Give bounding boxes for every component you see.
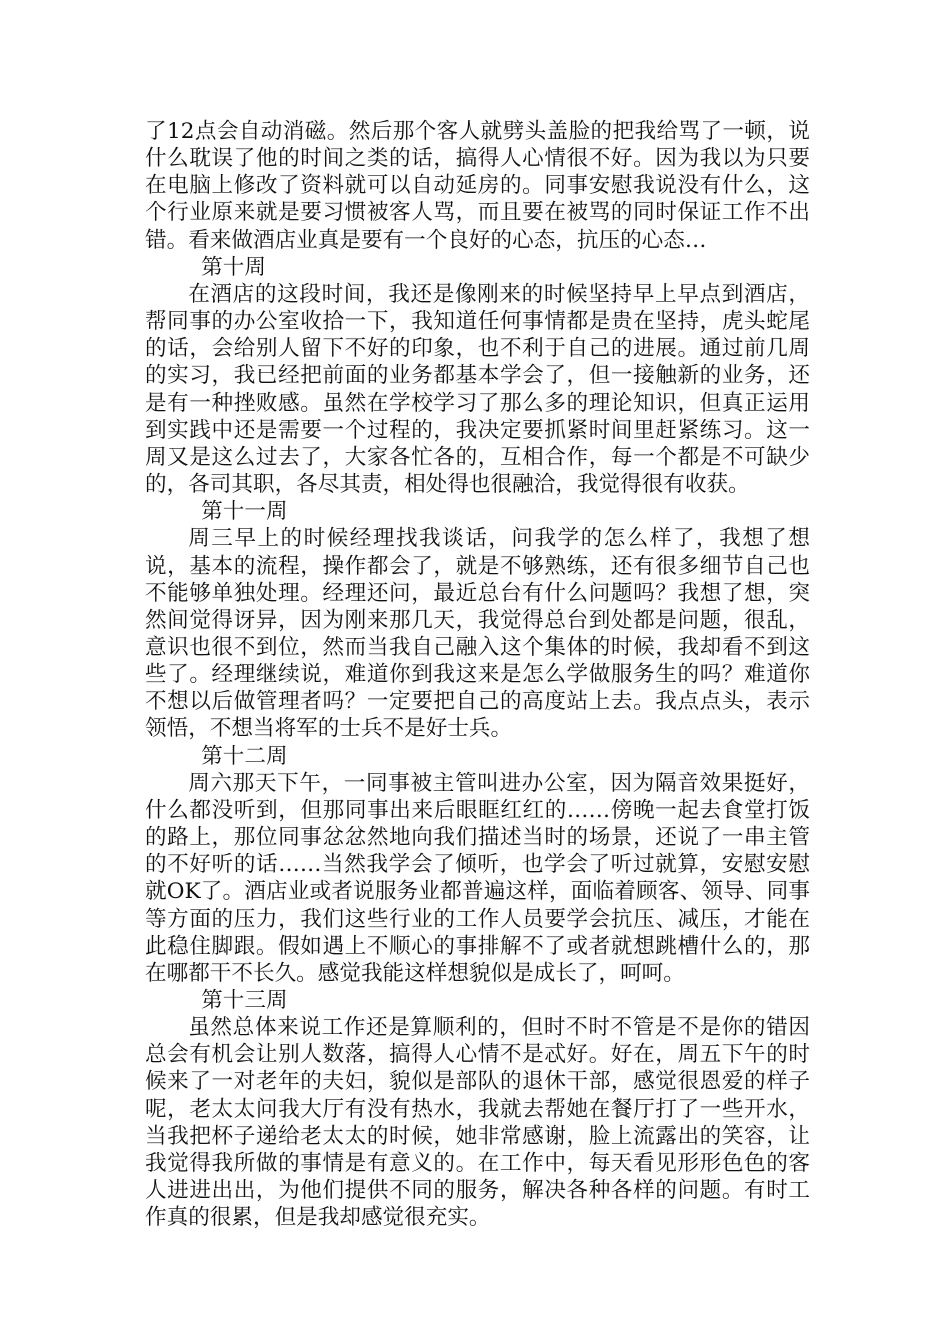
section-body-week-11: 周三早上的时候经理找我谈话，问我学的怎么样了，我想了想说，基本的流程，操作都会了，就是不够熟练，还有很多细节自己也不能够单独处理。经理还问，最近总台有什么问题吗？我想了想，突然间觉得讶异，因为刚来那几天，我觉得总台到处都是问题，很乱，意识也很不到位，然而当我自己融入这个集体的时候，我却看不到这些了。经理继续说，难道你到我这来是怎么学做服务生的吗？难道你不想以后做管理者吗？一定要把自己的高度站上去。我点点头，表示领悟，不想当将军的士兵不是好士兵。	[145, 526, 810, 742]
section-heading-week-10: 第十周	[201, 254, 266, 280]
section-heading-week-12: 第十二周	[201, 743, 288, 769]
section-body-week-13: 虽然总体来说工作还是算顺利的，但时不时不管是不是你的错因总会有机会让别人数落，搞得人心情不是忒好。好在，周五下午的时候来了一对老年的夫妇，貌似是部队的退休干部，感觉很恩爱的样子呢，老太太问我大厅有没有热水，我就去帮她在餐厅打了一些开水，当我把杯子递给老太太的时候，她非常感谢，脸上流露出的笑容，让我觉得我所做的事情是有意义的。在工作中，每天看见形形色色的客人进进出出，为他们提供不同的服务，解决各种各样的问题。有时工作真的很累，但是我却感觉很充实。	[145, 1015, 810, 1231]
section-body-week-10: 在酒店的这段时间，我还是像刚来的时候坚持早上早点到酒店，帮同事的办公室收拾一下，我知道任何事情都是贵在坚持，虎头蛇尾的话，会给别人留下不好的印象，也不利于自己的进展。通过前几周的实习，我已经把前面的业务都基本学会了，但一接触新的业务，还是有一种挫败感。虽然在学校学习了那么多的理论知识，但真正运用到实践中还是需要一个过程的，我决定要抓紧时间里赶紧练习。这一周又是这么过去了，大家各忙各的，互相合作，每一个都是不可缺少的，各司其职，各尽其责，相处得也很融洽，我觉得很有收获。	[145, 281, 810, 498]
section-heading-week-11: 第十一周	[201, 499, 288, 525]
section-body-week-12: 周六那天下午，一同事被主管叫进办公室，因为隔音效果挺好，什么都没听到，但那同事出来后眼眶红红的……傍晚一起去食堂打饭的路上，那位同事忿忿然地向我们描述当时的场景，还说了一串主管的不好听的话……当然我学会了倾听，也学会了听过就算，安慰安慰就OK了。酒店业或者说服务业都普遍这样，面临着顾客、领导、同事等方面的压力，我们这些行业的工作人员要学会抗压、减压，才能在此稳住脚跟。假如遇上不顺心的事排解不了或者就想跳槽什么的，那在哪都干不长久。感觉我能这样想貌似是成长了，呵呵。	[145, 770, 810, 986]
section-heading-week-13: 第十三周	[201, 988, 288, 1013]
document-page	[145, 118, 810, 1231]
opening-paragraph: 了12点会自动消磁。然后那个客人就劈头盖脸的把我给骂了一顿，说什么耽误了他的时间之类的话，搞得人心情很不好。因为我以为只要在电脑上修改了资料就可以自动延房的。同事安慰我说没有什么，这个行业原来就是要习惯被客人骂，而且要在被骂的同时保证工作不出错。看来做酒店业真是要有一个良好的心态，抗压的心态…	[145, 119, 810, 253]
